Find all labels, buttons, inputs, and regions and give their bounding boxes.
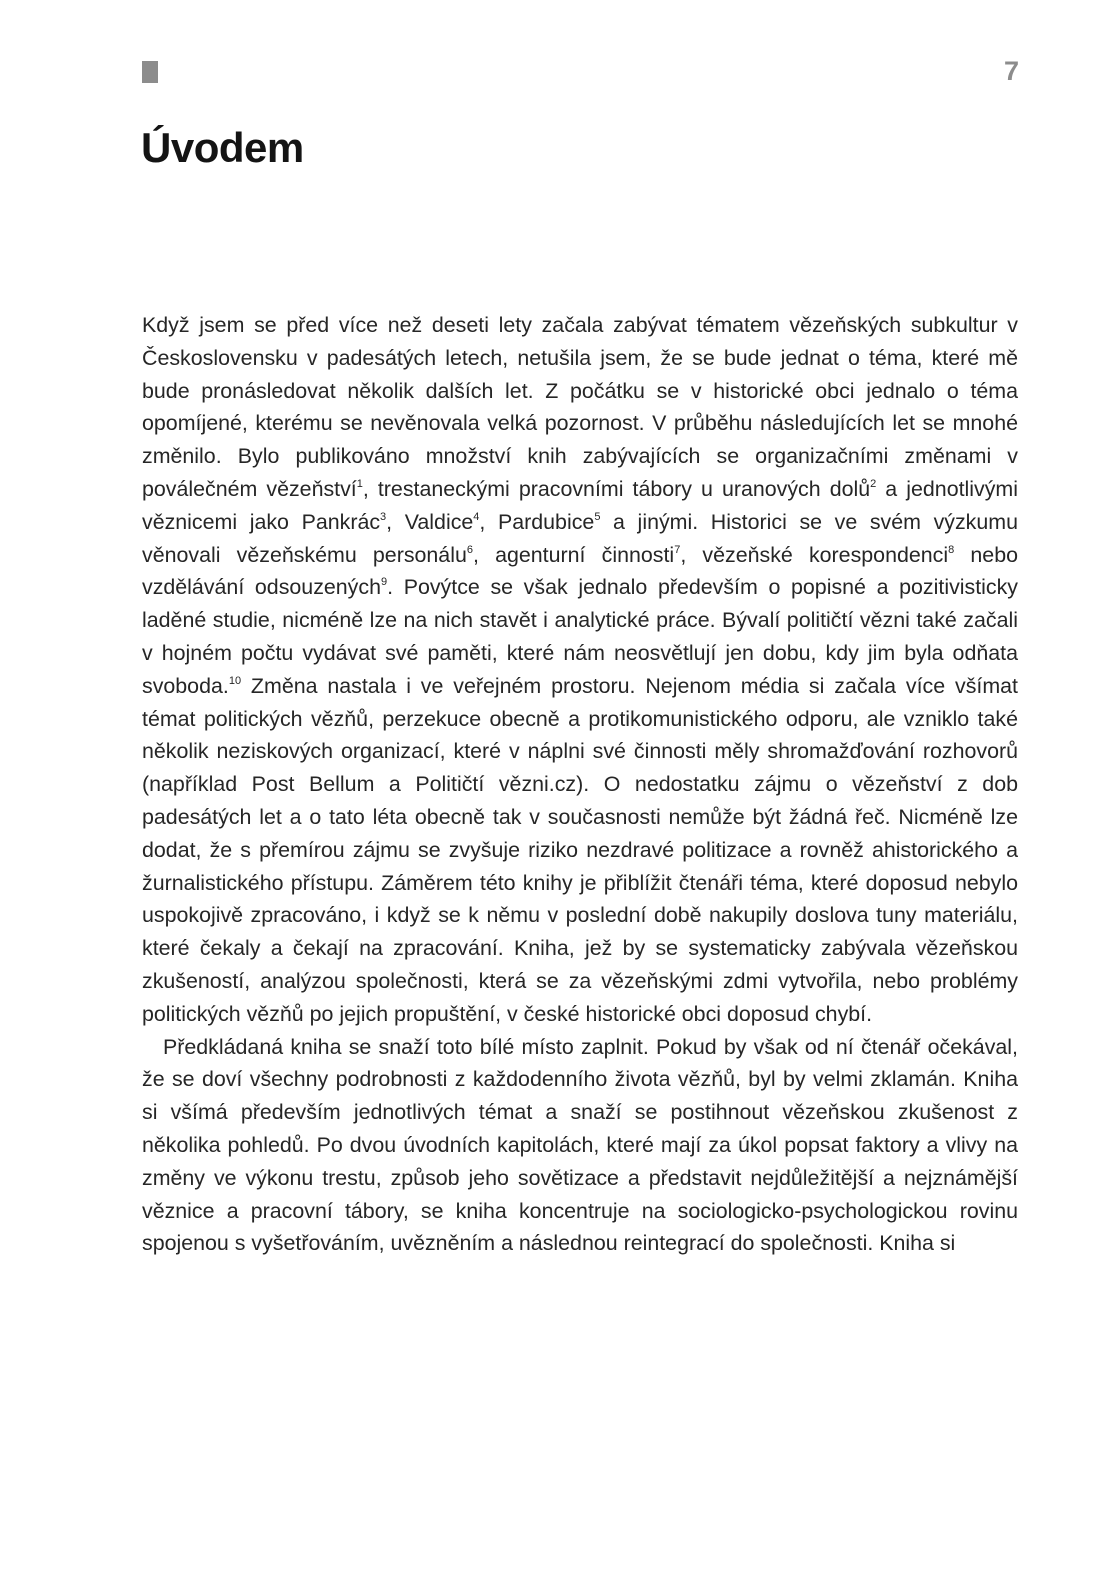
text-run: , vězeňské korespondenci [680,542,949,567]
footnote-ref: 4 [473,510,480,523]
text-run: Změna nastala i ve veřejném prostoru. Nejenom média si začala více všímat témat politických vězňů, perzekuce obecně a protikomunistického odporu, ale vzniklo také několik neziskových organizací, které v náplni své činnosti měly shromažďování rozhovorů (například Post Bellum a Političtí vězni.cz). O nedostatku zájmu o vězeňství z dob padesátých let a o tato léta obecně tak v současnosti nemůže být žádná řeč. Nicméně lze dodat, že s přemírou zájmu se zvyšuje riziko nezdravé politizace a rovněž ahistorického a žurnalistického přístupu. Záměrem této knihy je přiblížit čtenáři téma, které doposud nebylo uspokojivě zpracováno, i když se k němu v poslední době nakupily doslova tuny materiálu, které čekaly a čekají na zpracování. Kniha, jež by se systematicky zabývala vězeňskou zkušeností, analýzou společnosti, která se za vězeňskými zdmi vytvořila, nebo problémy politických vězňů po jejich propuštění, v české historické obci doposud chybí. [142,673,1018,1026]
footnote-ref: 3 [380,510,387,523]
text-run: . Povýtce se však jednalo především o popisné a pozitivisticky laděné studie, nicméně lze na nich stavět i analytické práce. Bývalí političtí vězni také začali v hojném počtu vydávat své paměti, které nám neosvětlují jen dobu, kdy jim byla odňata svoboda. [142,575,1019,698]
paragraph [142,309,1018,1031]
corner-marker [142,61,158,83]
body-text [142,309,1018,1260]
footnote-ref: 9 [380,576,388,589]
footnote-ref: 8 [948,543,955,556]
footnote-ref: 10 [228,674,242,687]
text-run: a jednotlivými věznicemi jako Pankrác [142,476,1019,534]
footnote-ref: 2 [870,477,877,490]
footnote-ref: 5 [594,510,601,523]
footnote-ref: 7 [674,543,681,556]
paragraph [142,1031,1018,1261]
chapter-title: Úvodem [141,124,304,171]
text-run: a jinými. Historici se ve svém výzkumu věnovali vězeňskému personálu [142,509,1018,567]
text-run: , Valdice [386,509,474,534]
footnote-ref: 1 [356,477,363,490]
page-number: 7 [1003,56,1019,86]
text-run: nebo vzdělávání odsouzených [142,542,1018,600]
footnote-ref: 6 [466,543,473,556]
text-run: , trestaneckými pracovními tábory u uranových dolů [362,476,871,501]
text-run: , Pardubice [479,509,595,534]
text-run: Když jsem se před více než deseti lety začala zabývat tématem vězeňských subkultur v Československu v padesátých letech, netušila jsem, že se bude jednat o téma, které mě bude pronásledovat několik dalších let. Z počátku se v historické obci jednalo o téma opomíjené, kterému se nevěnovala velká pozornost. V průběhu následujících let se mnohé změnilo. Bylo publikováno množství knih zabývajících se organizačními změnami v poválečném vězeňství [142,313,1018,501]
text-run: , agenturní činnosti [472,542,675,567]
text-run: Předkládaná kniha se snaží toto bílé místo zaplnit. Pokud by však od ní čtenář očekával, že se doví všechny podrobnosti z každodenního života vězňů, byl by velmi zklamán. Kniha si všímá především jednotlivých témat a snaží se postihnout vězeňskou zkušenost z několika pohledů. Po dvou úvodních kapitolách, které mají za úkol popsat faktory a vlivy na změny ve výkonu trestu, způsob jeho sovětizace a představit nejdůležitější a nejznámější věznice a pracovní tábory, se kniha koncentruje na sociologicko-psychologickou rovinu spojenou s vyšetřováním, uvězněním a následnou reintegrací do společnosti. Kniha si [142,1034,1018,1256]
